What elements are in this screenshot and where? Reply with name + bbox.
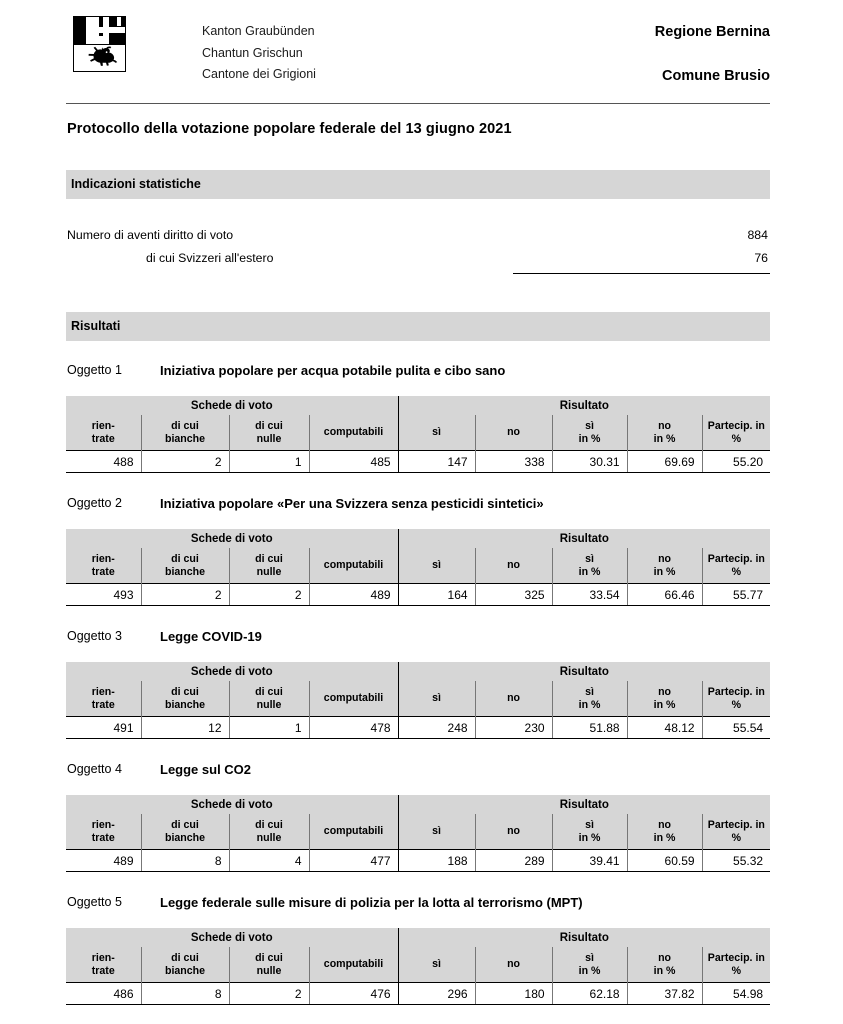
table-column-header: [141, 548, 229, 584]
column-header-line2: bianche: [164, 698, 206, 711]
table-cell: 476: [309, 983, 398, 1005]
column-header-line1: sì: [585, 419, 594, 432]
group-header-risultato: Risultato: [398, 396, 770, 415]
column-header-line1: di cui: [255, 951, 283, 964]
table-cell: 55.54: [702, 717, 770, 739]
table-column-header: [229, 681, 309, 717]
table-cell: 8: [141, 983, 229, 1005]
table-cell: 54.98: [702, 983, 770, 1005]
table-header-row: [66, 681, 770, 717]
org-line-it: Cantone dei Grigioni: [202, 67, 316, 81]
section-header-statistics-label: Indicazioni statistiche: [71, 177, 201, 191]
column-header-line2: in %: [653, 831, 676, 844]
column-header-line1: no: [658, 951, 672, 964]
column-header-line1: computabili: [323, 958, 384, 970]
table-cell: 489: [309, 584, 398, 606]
object-heading: [0, 496, 843, 516]
table-cell: 248: [398, 717, 475, 739]
column-header-line2: in %: [653, 565, 676, 578]
table-column-header: [627, 947, 702, 983]
table-header-row: [66, 415, 770, 451]
section-header-results: [66, 312, 770, 341]
table-group-header-row: [66, 795, 770, 814]
table-cell: 8: [141, 850, 229, 872]
page-title: Protocollo della votazione popolare federale del 13 giugno 2021: [67, 121, 512, 137]
coat-of-arms-icon: [73, 16, 126, 72]
table-cell: 230: [475, 717, 552, 739]
table-cell: 338: [475, 451, 552, 473]
table-column-header: [309, 947, 398, 983]
table-group-header-row: [66, 662, 770, 681]
column-header-line2: %: [731, 565, 742, 578]
table-row: [66, 983, 770, 1005]
table-cell: 37.82: [627, 983, 702, 1005]
column-header-line1: di cui: [255, 685, 283, 698]
object-title: Legge federale sulle misure di polizia per la lotta al terrorismo (MPT): [160, 895, 583, 910]
results-table: [66, 795, 770, 872]
table-group-header-row: [66, 928, 770, 947]
table-cell: 4: [229, 850, 309, 872]
stat-label: di cui Svizzeri all'estero: [146, 251, 274, 265]
table-column-header: [309, 681, 398, 717]
column-header-line1: computabili: [323, 426, 384, 438]
table-header-row: [66, 814, 770, 850]
table-column-header: [309, 415, 398, 451]
table-cell: 493: [66, 584, 141, 606]
table-column-header: [552, 548, 627, 584]
column-header-line2: %: [731, 831, 742, 844]
column-header-line2: nulle: [256, 565, 282, 578]
table-group-header-row: [66, 529, 770, 548]
group-header-schede: Schede di voto: [66, 396, 398, 415]
table-row: [66, 850, 770, 872]
table-header-row: [66, 947, 770, 983]
table-cell: 477: [309, 850, 398, 872]
column-header-line1: computabili: [323, 825, 384, 837]
table-column-header: [702, 548, 770, 584]
table-cell: 55.20: [702, 451, 770, 473]
table-column-header: [398, 681, 475, 717]
column-header-line1: no: [507, 958, 521, 970]
table-cell: 2: [229, 584, 309, 606]
table-column-header: [398, 947, 475, 983]
table-row: [66, 451, 770, 473]
table-cell: 1: [229, 717, 309, 739]
object-number: Oggetto 4: [67, 762, 122, 776]
group-header-risultato: Risultato: [398, 529, 770, 548]
column-header-line1: no: [507, 825, 521, 837]
object-title: Legge sul CO2: [160, 762, 252, 777]
results-table: [66, 928, 770, 1005]
table-column-header: [229, 947, 309, 983]
column-header-line2: nulle: [256, 432, 282, 445]
column-header-line1: di cui: [171, 685, 199, 698]
table-cell: 39.41: [552, 850, 627, 872]
column-header-line2: in %: [578, 964, 601, 977]
table-column-header: [627, 548, 702, 584]
column-header-line1: Partecip. in: [707, 818, 765, 831]
table-cell: 51.88: [552, 717, 627, 739]
column-header-line2: in %: [653, 432, 676, 445]
column-header-line1: computabili: [323, 559, 384, 571]
table-column-header: [66, 548, 141, 584]
table-cell: 325: [475, 584, 552, 606]
table-column-header: [475, 548, 552, 584]
column-header-line1: Partecip. in: [707, 419, 765, 432]
table-column-header: [229, 415, 309, 451]
group-header-schede: Schede di voto: [66, 928, 398, 947]
column-header-line1: di cui: [171, 419, 199, 432]
table-cell: 2: [141, 584, 229, 606]
table-column-header: [475, 415, 552, 451]
header-divider: [66, 103, 770, 104]
object-title: Iniziativa popolare «Per una Svizzera senza pesticidi sintetici»: [160, 496, 544, 511]
group-header-schede: Schede di voto: [66, 529, 398, 548]
group-header-schede: Schede di voto: [66, 662, 398, 681]
column-header-line2: trate: [91, 565, 115, 578]
table-cell: 1: [229, 451, 309, 473]
table-column-header: [627, 415, 702, 451]
table-header-row: [66, 548, 770, 584]
table-column-header: [141, 814, 229, 850]
table-column-header: [229, 814, 309, 850]
column-header-line1: computabili: [323, 692, 384, 704]
statistics-total-rule: [513, 273, 770, 274]
column-header-line1: sì: [585, 951, 594, 964]
column-header-line1: sì: [585, 818, 594, 831]
table-cell: 33.54: [552, 584, 627, 606]
table-cell: 30.31: [552, 451, 627, 473]
table-column-header: [552, 681, 627, 717]
column-header-line2: bianche: [164, 831, 206, 844]
column-header-line1: no: [507, 692, 521, 704]
table-column-header: [309, 814, 398, 850]
column-header-line1: rien-: [91, 685, 115, 698]
column-header-line1: rien-: [91, 419, 115, 432]
table-column-header: [552, 947, 627, 983]
column-header-line2: trate: [91, 698, 115, 711]
object-heading: [0, 363, 843, 383]
table-column-header: [475, 947, 552, 983]
table-cell: 289: [475, 850, 552, 872]
table-cell: 2: [141, 451, 229, 473]
org-line-de: Kanton Graubünden: [202, 24, 315, 38]
table-cell: 60.59: [627, 850, 702, 872]
column-header-line1: no: [507, 559, 521, 571]
org-line-rm: Chantun Grischun: [202, 45, 303, 60]
column-header-line2: bianche: [164, 432, 206, 445]
column-header-line1: sì: [432, 692, 441, 704]
table-column-header: [141, 681, 229, 717]
column-header-line1: sì: [585, 685, 594, 698]
stat-row: [66, 251, 770, 271]
table-column-header: [66, 681, 141, 717]
column-header-line1: sì: [432, 825, 441, 837]
table-group-header-row: [66, 396, 770, 415]
results-table: [66, 396, 770, 473]
table-column-header: [627, 814, 702, 850]
object-title: Iniziativa popolare per acqua potabile pulita e cibo sano: [160, 363, 506, 378]
table-column-header: [66, 947, 141, 983]
table-column-header: [66, 814, 141, 850]
object-number: Oggetto 2: [67, 496, 122, 510]
column-header-line1: rien-: [91, 951, 115, 964]
column-header-line2: nulle: [256, 831, 282, 844]
table-column-header: [141, 947, 229, 983]
table-cell: 491: [66, 717, 141, 739]
column-header-line1: no: [658, 552, 672, 565]
group-header-risultato: Risultato: [398, 795, 770, 814]
table-column-header: [229, 548, 309, 584]
column-header-line1: Partecip. in: [707, 552, 765, 565]
group-header-schede: Schede di voto: [66, 795, 398, 814]
table-column-header: [702, 947, 770, 983]
table-cell: 296: [398, 983, 475, 1005]
stat-row: [66, 228, 770, 248]
document-header: [66, 12, 770, 90]
column-header-line2: in %: [578, 432, 601, 445]
column-header-line2: trate: [91, 432, 115, 445]
column-header-line2: in %: [578, 565, 601, 578]
column-header-line1: di cui: [255, 552, 283, 565]
column-header-line1: sì: [432, 958, 441, 970]
table-cell: 66.46: [627, 584, 702, 606]
column-header-line1: no: [658, 419, 672, 432]
column-header-line2: in %: [653, 698, 676, 711]
object-heading: [0, 629, 843, 649]
column-header-line2: in %: [578, 831, 601, 844]
table-cell: 55.32: [702, 850, 770, 872]
table-column-header: [552, 415, 627, 451]
column-header-line1: no: [658, 818, 672, 831]
group-header-risultato: Risultato: [398, 928, 770, 947]
table-cell: 488: [66, 451, 141, 473]
table-column-header: [552, 814, 627, 850]
column-header-line2: %: [731, 698, 742, 711]
stat-value: 76: [754, 251, 768, 265]
column-header-line2: trate: [91, 831, 115, 844]
table-cell: 489: [66, 850, 141, 872]
column-header-line2: %: [731, 432, 742, 445]
stat-label: Numero di aventi diritto di voto: [67, 228, 234, 242]
column-header-line2: bianche: [164, 964, 206, 977]
column-header-line2: nulle: [256, 964, 282, 977]
column-header-line1: no: [658, 685, 672, 698]
table-column-header: [66, 415, 141, 451]
table-column-header: [398, 415, 475, 451]
table-cell: 486: [66, 983, 141, 1005]
results-table: [66, 529, 770, 606]
table-column-header: [398, 548, 475, 584]
column-header-line1: sì: [432, 559, 441, 571]
object-title: Legge COVID-19: [160, 629, 262, 644]
table-cell: 69.69: [627, 451, 702, 473]
column-header-line1: di cui: [255, 419, 283, 432]
table-column-header: [475, 681, 552, 717]
table-cell: 147: [398, 451, 475, 473]
object-number: Oggetto 1: [67, 363, 122, 377]
table-cell: 2: [229, 983, 309, 1005]
column-header-line1: sì: [432, 426, 441, 438]
column-header-line2: %: [731, 964, 742, 977]
table-cell: 62.18: [552, 983, 627, 1005]
table-column-header: [141, 415, 229, 451]
table-column-header: [475, 814, 552, 850]
section-header-results-label: Risultati: [71, 319, 121, 333]
column-header-line1: rien-: [91, 552, 115, 565]
results-table: [66, 662, 770, 739]
column-header-line2: in %: [578, 698, 601, 711]
column-header-line1: di cui: [171, 951, 199, 964]
table-column-header: [309, 548, 398, 584]
table-cell: 48.12: [627, 717, 702, 739]
column-header-line1: di cui: [171, 818, 199, 831]
column-header-line2: in %: [653, 964, 676, 977]
column-header-line2: nulle: [256, 698, 282, 711]
group-header-risultato: Risultato: [398, 662, 770, 681]
object-number: Oggetto 3: [67, 629, 122, 643]
table-column-header: [627, 681, 702, 717]
object-heading: [0, 762, 843, 782]
column-header-line1: rien-: [91, 818, 115, 831]
table-column-header: [398, 814, 475, 850]
table-cell: 188: [398, 850, 475, 872]
table-column-header: [702, 415, 770, 451]
column-header-line1: sì: [585, 552, 594, 565]
column-header-line1: di cui: [255, 818, 283, 831]
header-right-titles: [655, 23, 770, 86]
table-cell: 485: [309, 451, 398, 473]
table-cell: 55.77: [702, 584, 770, 606]
table-column-header: [702, 681, 770, 717]
stat-value: 884: [747, 228, 768, 242]
municipality-title: Comune Brusio: [662, 68, 770, 84]
table-column-header: [702, 814, 770, 850]
object-heading: [0, 895, 843, 915]
section-header-statistics: [66, 170, 770, 199]
table-cell: 180: [475, 983, 552, 1005]
column-header-line1: Partecip. in: [707, 685, 765, 698]
object-number: Oggetto 5: [67, 895, 122, 909]
region-title: Regione Bernina: [654, 24, 770, 40]
table-row: [66, 584, 770, 606]
column-header-line1: no: [507, 426, 521, 438]
table-row: [66, 717, 770, 739]
table-cell: 478: [309, 717, 398, 739]
table-cell: 12: [141, 717, 229, 739]
column-header-line1: di cui: [171, 552, 199, 565]
organization-names: [202, 21, 316, 86]
column-header-line2: trate: [91, 964, 115, 977]
column-header-line2: bianche: [164, 565, 206, 578]
table-cell: 164: [398, 584, 475, 606]
column-header-line1: Partecip. in: [707, 951, 765, 964]
